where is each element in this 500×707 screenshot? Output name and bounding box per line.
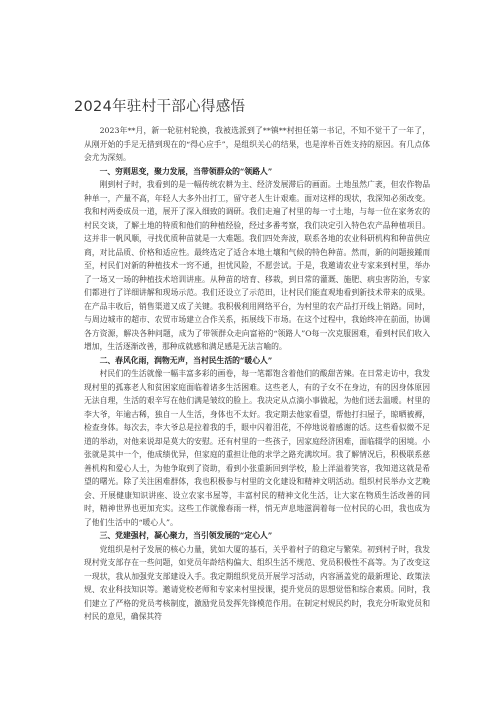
section-1-paragraph: 刚到村子时，我看到的是一幅传统农耕为主、经济发展滞后的画面。土地虽然广袤，但农作物品种单一，产量不高，年轻人大多外出打工，留守老人生计艰难。面对这样的现状，我深知必须改变。我和村两委成员一道，展开了深入细致的调研。我们走遍了村里的每一寸土地，与每一位在家务农的村民交谈，了解土地的特质和他们的种植经验，经过多番考察，我们决定引入特色农产品种植项目。这并非一帆风顺，寻找优质种苗就是一大难题。我们四处奔波，联系各地的农业科研机构和种苗供应商，对比品质、价格和适应性。最终选定了适合本地土壤和气候的特色种苗。然而，新的问题接踵而至，村民们对新的种植技术一窍不通，担忧风险，不愿尝试。于是，我邀请农业专家来到村里，举办了一场又一场的种植技术培训讲座。从种苗的培育、移栽，到日常的灌溉、施肥、病虫害防治，专家们都进行了详细讲解和现场示范。我们还设立了示范田，让村民们能直观地看到新技术带来的成果。在产品丰收后，销售渠道又成了关键。我积极利用网络平台，为村里的农产品打开线上销路。同时，与周边城市的超市、农贸市场建立合作关系，拓展线下市场。在这个过程中，我始终冲在前面，协调各方资源，解决各种问题，成为了带领群众走向富裕的“领路人”O每一次克服困难，看到村民们收入增加，生活逐渐改善，那种成就感和满足感是无法言喻的。 — [84, 180, 430, 351]
document-body — [84, 124, 430, 624]
intro-paragraph: 2023年**月，新一轮驻村轮换，我被选派到了**镇**村担任第一书记，不知不觉干了一年了，从刚开始的手足无措到现在的“得心应手”，是组织关心的结果，也是淳朴百姓支持的原因。有几点体会尤为深刻。 — [84, 126, 430, 162]
section-heading-1: 一、穷则思变，聚力发展，当带领群众的“领路人” — [99, 166, 273, 176]
section-2-paragraph: 村民们的生活就像一幅丰富多彩的画卷，每一笔都饱含着他们的酸甜苦辣。在日常走访中，我发现村里的孤寡老人和贫困家庭面临着诸多生活困难。这些老人，有的子女不在身边，有的因身体原因无法自理，生活的艰辛写在他们满是皱纹的脸上。我决定从点滴小事做起，为他们送去温暖。村里的李大爷，年逾古稀，独自一人生活，身体也不太好。我定期去他家看望，帮他打扫屋子，晾晒被褥，检查身体。每次去，李大爷总是拉着我的手，眼中闪着泪花，不停地说着感谢的话。这些看似微不足道的举动，对他来说却是莫大的安慰。还有村里的一些孩子，因家庭经济困难，面临辍学的困境。小张就是其中一个，他成绩优异，但家庭的重担让他的求学之路充满坎坷。我了解情况后，积极联系慈善机构和爱心人士，为他争取到了资助，看到小张重新回到学校，脸上洋溢着笑容，我知道这就是希望的曙光。除了关注困难群体，我也积极参与村里的文化建设和精神文明活动。组织村民举办文艺晚会、开展健康知识讲座、设立农家书屋等，丰富村民的精神文化生活，让大家在物质生活改善的同时，精神世界也更加充实。这些工作就像春雨一样，悄无声息地滋润着每一位村民的心田，我也成为了他们生活中的“暖心人”。 — [84, 369, 430, 527]
section-heading-2: 二、春风化雨，润物无声，当村民生活的“暖心人” — [99, 355, 273, 365]
section-3-paragraph: 党组织是村子发展的核心力量，犹如大厦的基石，关乎着村子的稳定与繁荣。初到村子时，我发现村党支部存在一些问题，如党员年龄结构偏大、组织生活不规范、党员积极性不高等。为了改变这一现状，我从加强党支部建设入手。我定期组织党员开展学习活动，内容涵盖党的最新理论、政策法规、农业科技知识等。邀请党校老师和专家来村里授课，提升党员的思想觉悟和综合素质。同时，我们建立了严格的党员考核制度，激励党员发挥先锋模范作用。在制定村规民约时，我充分听取党员和村民的意见，确保其符 — [84, 544, 430, 621]
section-heading-3: 三、党建强村，凝心聚力，当引领发展的“定心人” — [99, 531, 273, 540]
document-title: 2024年驻村干部心得感悟 — [74, 99, 246, 115]
